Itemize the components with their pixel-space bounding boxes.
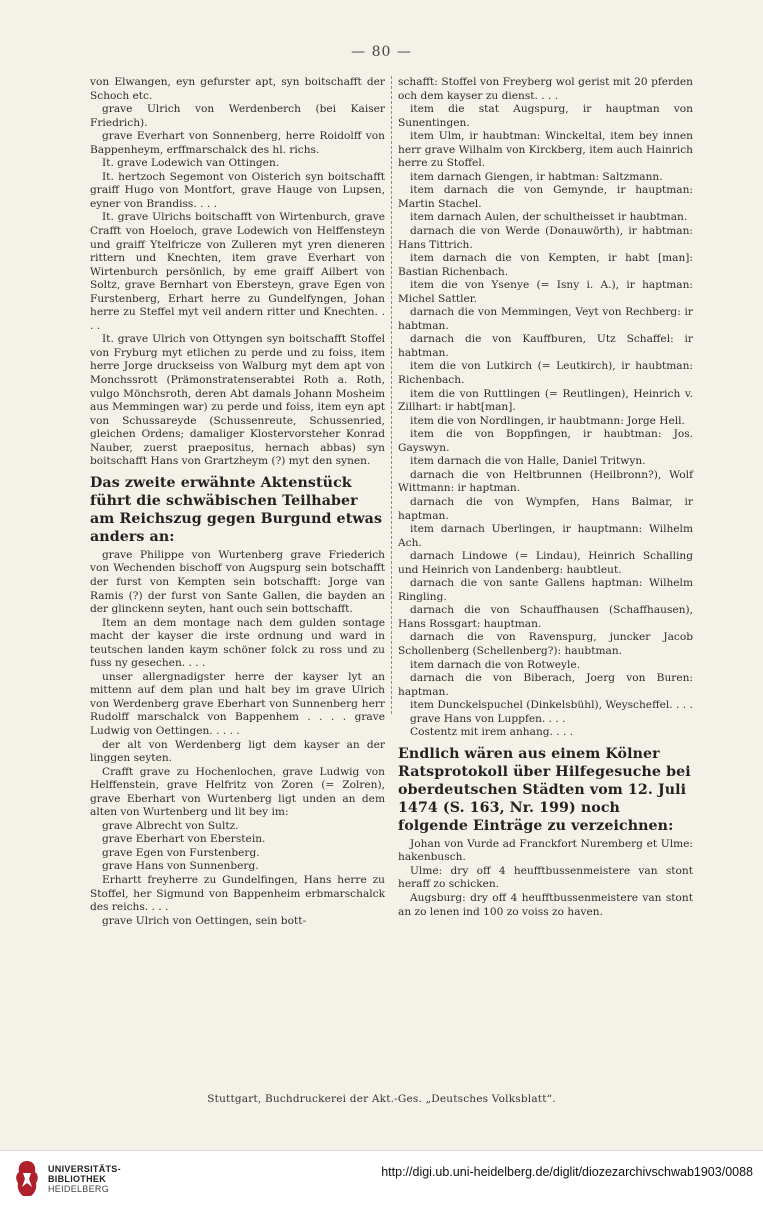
paragraph: item darnach die von Gemynde, ir hauptman: Martin Stachel. bbox=[398, 184, 693, 210]
paragraph: item darnach Giengen, ir habtman: Saltzmann. bbox=[410, 170, 663, 183]
paragraph: It. grave Ulrich von Ottyngen syn boitschafft Stoffel von Fryburg myt etlichen zu perde und zu foiss, item herre Jorge druckseiss von Walburg myt dem apt von Monchssrott (Prämonstratenserabtei Roth a. Roth, vulgo Mönchsroth, deren Abt damals Johann Mosheim aus Memmingen war) zu perde und foiss, item eyn apt von Schussareyde (Schussenreute, Schussenried, gleichen Ordens; damaliger Klostervorsteher Konrad Nauber, zuerst praepositus, hernach abbas) syn boitschafft Hans von Grartzheym (?) myt den synen. bbox=[90, 333, 385, 468]
section-heading: Das zweite erwähnte Aktenstück führt die schwäbischen Teilhaber am Reichszug gegen Burgund etwas anders an: bbox=[90, 474, 383, 545]
right-column bbox=[398, 76, 693, 919]
paragraph: Ulme: dry off 4 heufftbussenmeistere van stont heraff zo schicken. bbox=[398, 864, 693, 891]
paragraph: grave Hans von Sunnenberg. bbox=[102, 860, 259, 873]
paragraph: darnach die von Werde (Donauwörth), ir habtman: Hans Tittrich. bbox=[398, 225, 693, 251]
paragraph: von Elwangen, eyn gefurster apt, syn boitschafft der Schoch etc. bbox=[90, 76, 385, 102]
paragraph: grave Albrecht von Sultz. bbox=[102, 819, 239, 832]
paragraph: item die von Ysenye (= Isny i. A.), ir haptman: Michel Sattler. bbox=[398, 279, 693, 305]
paragraph: darnach die von Memmingen, Veyt von Rechberg: ir habtman. bbox=[398, 306, 693, 332]
paragraph: Costentz mit irem anhang. . . . bbox=[410, 726, 574, 739]
paragraph: item darnach die von Kempten, ir habt [man]: Bastian Richenbach. bbox=[398, 252, 693, 278]
paragraph: darnach die von Ravenspurg, juncker Jacob Schollenberg (Schellenberg?): haubtman. bbox=[398, 631, 693, 657]
paragraph: grave Hans von Luppfen. . . . bbox=[410, 712, 566, 725]
paragraph: item Ulm, ir haubtman: Winckeltal, item bey innen herr grave Wilhalm von Kirckberg, item auch Hainrich herre zu Stoffel. bbox=[398, 130, 693, 170]
paragraph: Johan von Vurde ad Franckfort Nuremberg et Ulme: hakenbusch. bbox=[398, 837, 693, 864]
paragraph: It. hertzoch Segemont von Oisterich syn boitschafft graiff Hugo von Montfort, grave Hauge von Lupsen, eyner von Brandiss. . . . bbox=[90, 170, 385, 210]
library-name bbox=[48, 1164, 121, 1194]
paragraph: grave Eberhart von Eberstein. bbox=[102, 833, 266, 846]
paragraph: schafft: Stoffel von Freyberg wol gerist mit 20 pferden och dem kayser zu dienst. . . . bbox=[398, 76, 693, 102]
section-heading: Endlich wären aus einem Kölner Ratsprotokoll über Hilfegesuche bei oberdeutschen Städten vom 12. Juli 1474 (S. 163, Nr. 199) noch folgende Einträge zu verzeichnen: bbox=[398, 745, 691, 834]
paragraph: Erhartt freyherre zu Gundelfingen, Hans herre zu Stoffel, her Sigmund von Bappenheim erbmarschalck des reichs. . . . bbox=[90, 873, 385, 914]
paragraph: item die von Ruttlingen (= Reutlingen), Heinrich v. Zillhart: ir habt[man]. bbox=[398, 387, 693, 414]
paragraph: It. grave Lodewich van Ottingen. bbox=[102, 157, 280, 170]
paragraph: Augsburg: dry off 4 heufftbussenmeistere van stont an zo lenen ind 100 zo voiss zo haven. bbox=[398, 891, 693, 918]
paragraph: unser allergnadigster herre der kayser lyt an mittenn auf dem plan und halt bey im grave Ulrich von Werdenberg grave Eberhart von Sunnenberg herr Rudolff marschalck von Bappenhem . . . . grave Ludwig von Oettingen. . . . . bbox=[90, 670, 385, 737]
paragraph: grave Philippe von Wurtenberg grave Friederich von Wechenden bischoff von Augspurg sein botschafft der furst von Kempten sein botschafft: Jorge van Ramis (?) der furst von Sante Gallen, die bayden an der glinckenn seyten, hant ouch sein bottschafft. bbox=[90, 548, 385, 616]
paragraph: darnach die von Biberach, Joerg von Buren: haptman. bbox=[398, 672, 693, 698]
paragraph: item die von Nordlingen, ir haubtmann: Jorge Hell. bbox=[410, 414, 685, 427]
paragraph: darnach die von Schauffhausen (Schaffhausen), Hans Rossgart: hauptman. bbox=[398, 604, 693, 630]
printer-footer: Stuttgart, Buchdruckerei der Akt.-Ges. „Deutsches Volksblatt“. bbox=[207, 1093, 556, 1105]
left-column bbox=[90, 76, 385, 928]
heidelberg-lion-logo-icon bbox=[12, 1159, 42, 1199]
paragraph: der alt von Werdenberg ligt dem kayser an der linggen seyten. bbox=[90, 738, 385, 765]
paragraph: item darnach die von Halle, Daniel Tritwyn. bbox=[410, 455, 646, 468]
paragraph: darnach die von Heltbrunnen (Heilbronn?), Wolf Wittmann: ir haptman. bbox=[398, 468, 693, 495]
paragraph: darnach die von Wympfen, Hans Balmar, ir haptman. bbox=[398, 495, 693, 522]
page-number: — 80 — bbox=[351, 44, 412, 60]
library-bar bbox=[0, 1150, 763, 1208]
paragraph: item die von Lutkirch (= Leutkirch), ir haubtman: Richenbach. bbox=[398, 360, 693, 387]
paragraph: darnach die von sante Gallens haptman: Wilhelm Ringling. bbox=[398, 577, 693, 603]
column-divider bbox=[391, 76, 392, 714]
paragraph: grave Egen von Furstenberg. bbox=[102, 846, 260, 859]
paragraph: darnach Lindowe (= Lindau), Heinrich Schalling und Heinrich von Landenberg: haubtleut. bbox=[398, 550, 693, 576]
library-name-line: HEIDELBERG bbox=[48, 1184, 110, 1194]
source-url-link[interactable]: http://digi.ub.uni-heidelberg.de/diglit/diozezarchivschwab1903/0088 bbox=[381, 1165, 753, 1179]
paragraph: darnach die von Kauffburen, Utz Schaffel: ir habtman. bbox=[398, 333, 693, 359]
paragraph: item darnach die von Rotweyle. bbox=[410, 658, 581, 671]
paragraph: grave Ulrich von Oettingen, sein bott- bbox=[102, 914, 307, 927]
paragraph: Item an dem montage nach dem gulden sontage macht der kayser die irste ordnung und ward in teutschen landen kaym schöner folck zu ross und zu fuss ny gesechen. . . . bbox=[90, 616, 385, 670]
library-name-line: UNIVERSITÄTS- bbox=[48, 1164, 121, 1174]
paragraph: It. grave Ulrichs boitschafft von Wirtenburch, grave Crafft von Hoeloch, grave Lodewich von Helffensteyn und graiff Ytelfricze von Zulleren myt yren dieneren rittern und Knechten, item grave Everhart von Wirtenburch persönlich, by eme graiff Ailbert von Soltz, grave Bernhart von Ebersteyn, grave Egen von Furstenberg, Erhart herre zu Gundelfyngen, Johan herre zu Steffel myt veil andern ritter und Knechten. . . . bbox=[90, 211, 385, 332]
paragraph: item darnach Uberlingen, ir hauptmann: Wilhelm Ach. bbox=[398, 523, 693, 549]
paragraph: item die von Boppfingen, ir haubtman: Jos. Gayswyn. bbox=[398, 428, 693, 454]
paragraph: item Dunckelspuchel (Dinkelsbühl), Weyscheffel. . . . bbox=[410, 699, 693, 712]
paragraph: item die stat Augspurg, ir hauptman von Sunentingen. bbox=[398, 103, 693, 129]
paragraph: grave Ulrich von Werdenberch (bei Kaiser Friedrich). bbox=[90, 103, 385, 129]
paragraph: item darnach Aulen, der schultheisset ir haubtman. bbox=[410, 211, 688, 224]
paragraph: grave Everhart von Sonnenberg, herre Roidolff von Bappenheym, erffmarschalck des hl. richs. bbox=[90, 130, 385, 156]
paragraph: Crafft grave zu Hochenlochen, grave Ludwig von Helffenstein, grave Helfritz von Zoren (= Zolren), grave Eberhart von Wurtenberg ligt unden an dem alten von Wurtenberg und lit bey im: bbox=[90, 765, 385, 819]
library-name-line: BIBLIOTHEK bbox=[48, 1174, 106, 1184]
